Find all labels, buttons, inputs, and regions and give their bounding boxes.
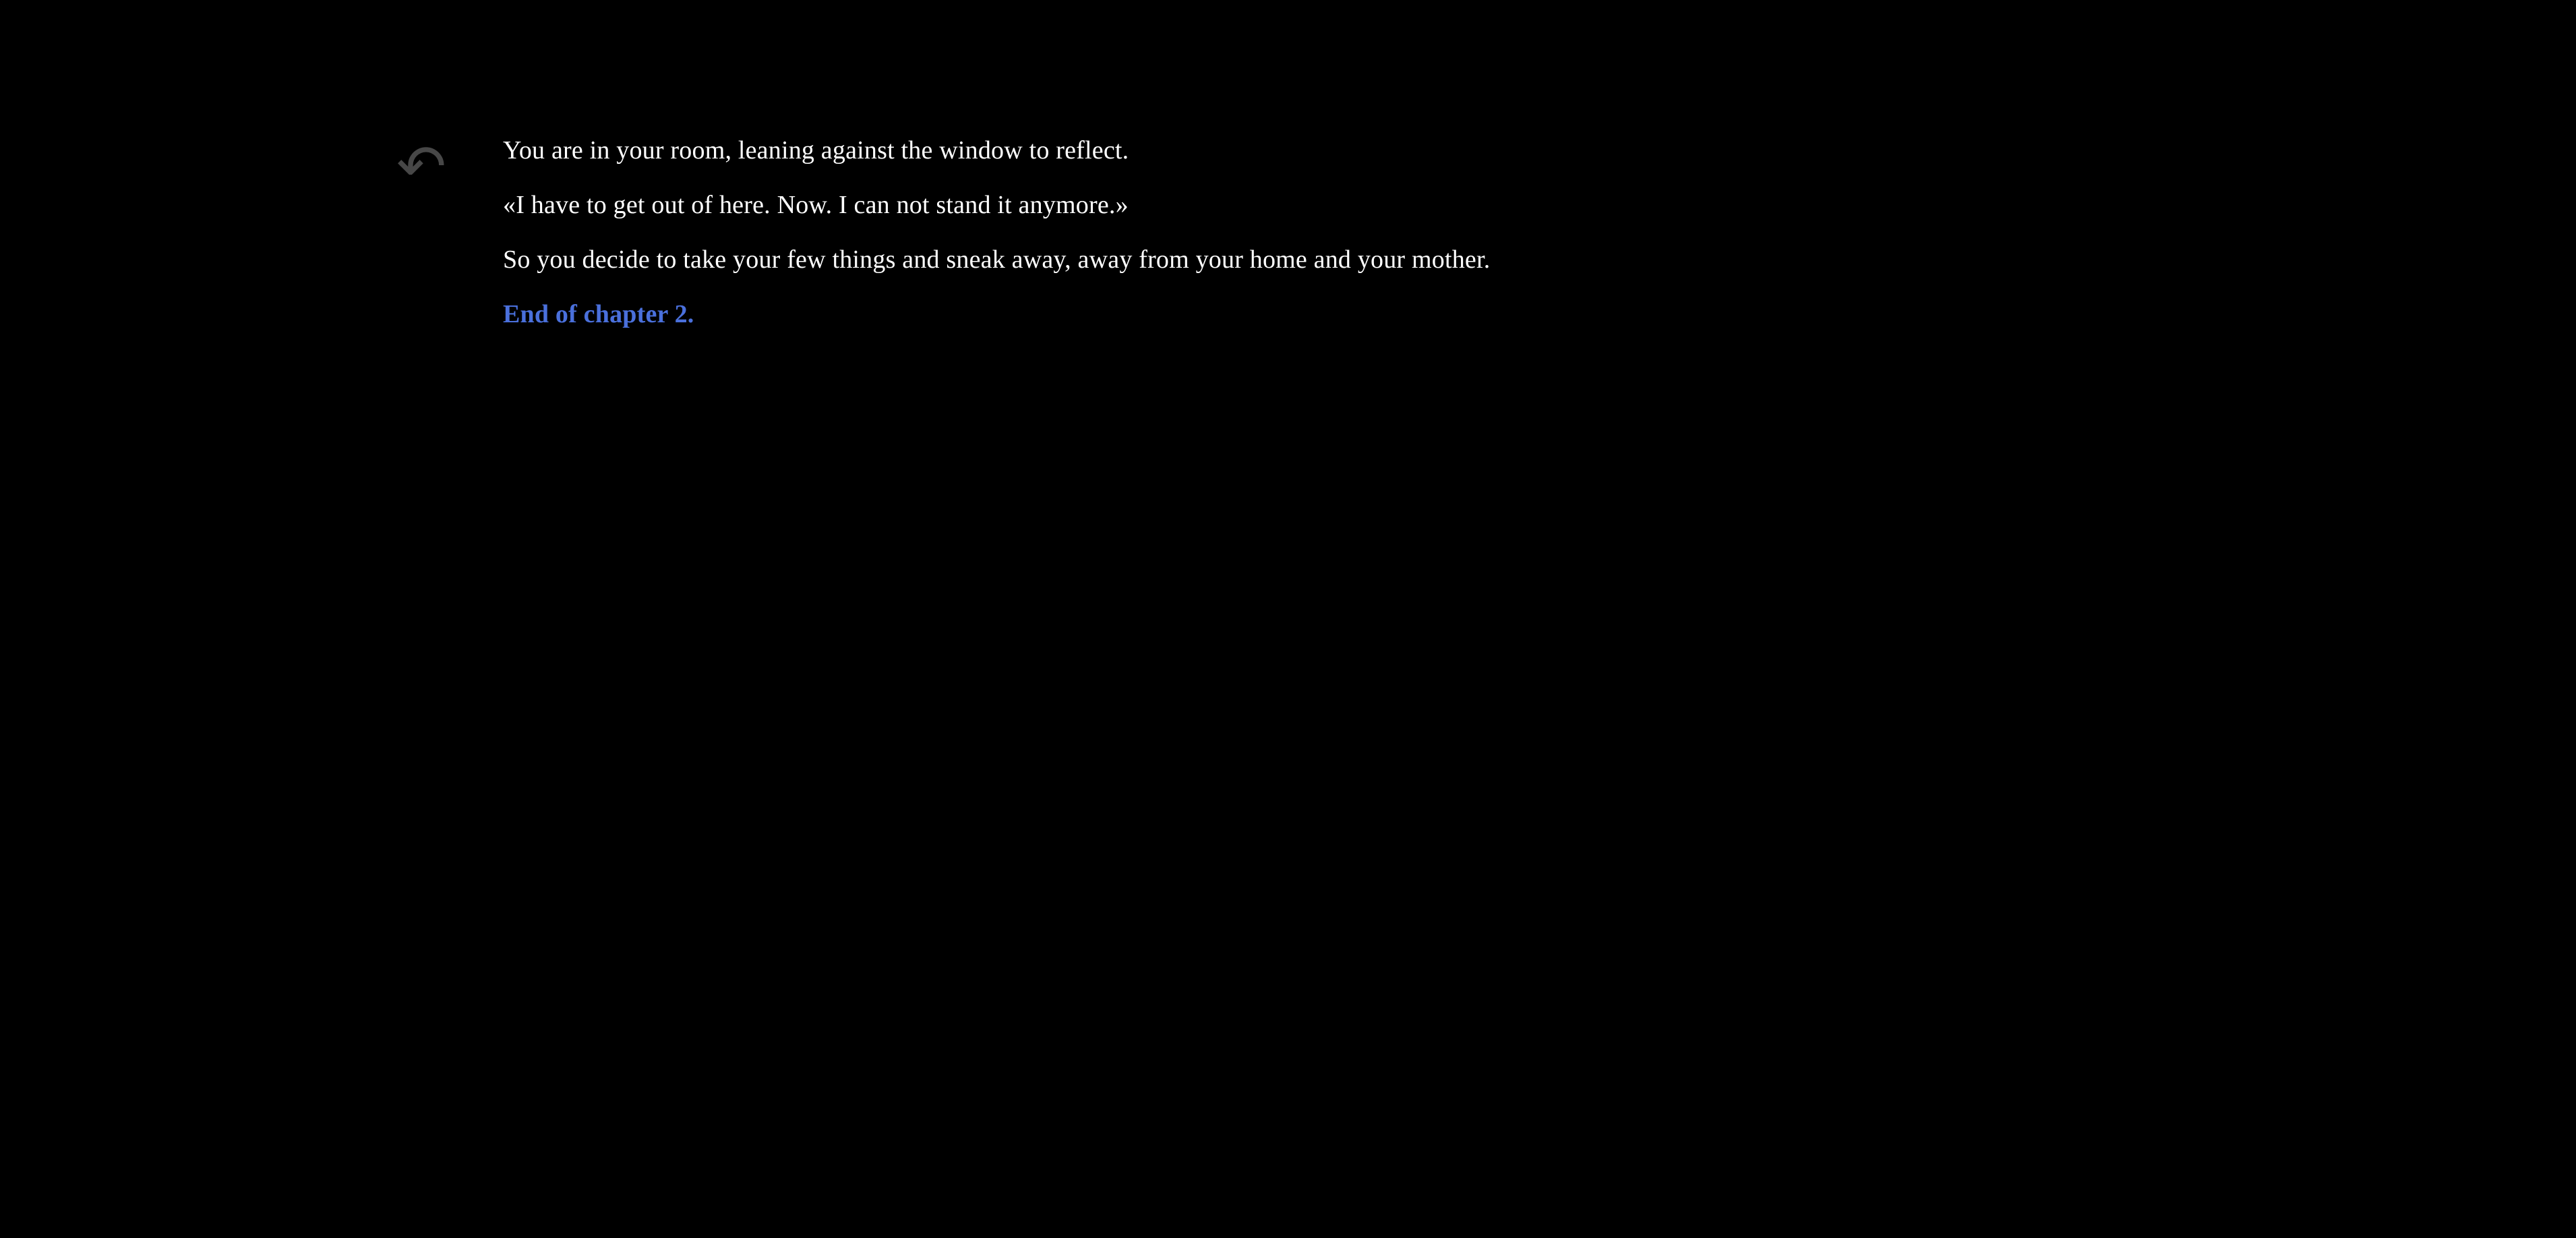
story-sidebar: [378, 131, 465, 201]
passage-line: «I have to get out of here. Now. I can not stand it anymore.»: [503, 191, 1129, 219]
passage-line: [503, 287, 2054, 342]
passage: [503, 123, 2054, 342]
end-of-chapter-link[interactable]: End of chapter 2.: [503, 300, 694, 328]
passage-line: So you decide to take your few things and sneak away, away from your home and your mother.: [503, 245, 1491, 274]
passage-line: You are in your room, leaning against the window to reflect.: [503, 136, 1129, 165]
undo-icon[interactable]: ↶: [396, 131, 446, 201]
